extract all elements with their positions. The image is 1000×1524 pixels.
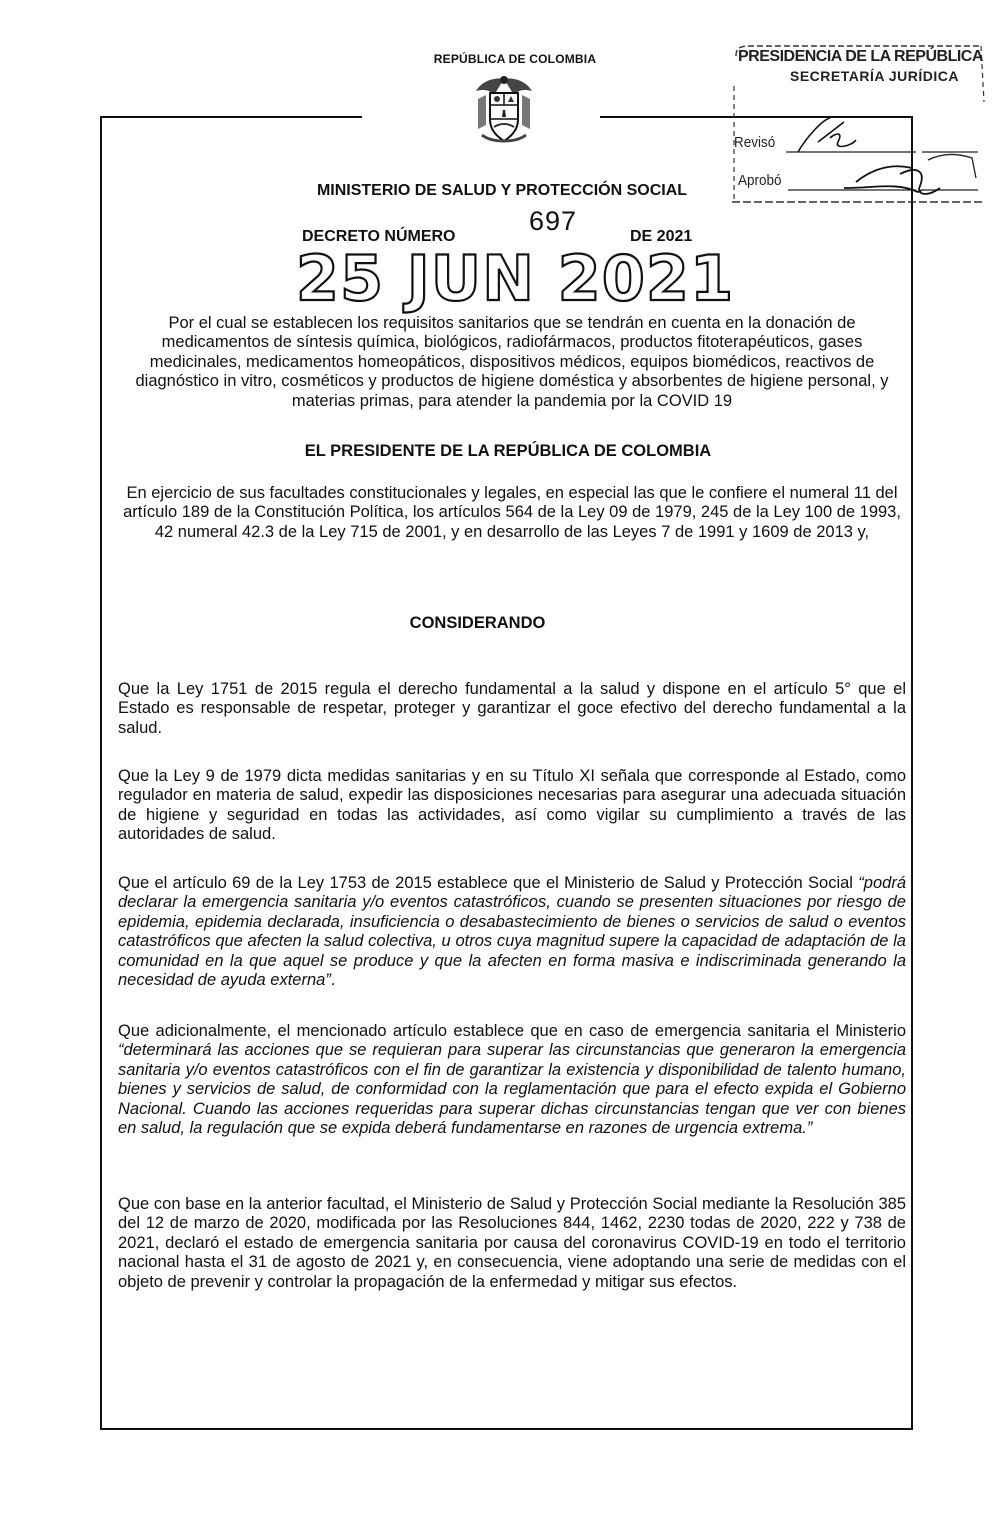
decree-epigraph: Por el cual se establecen los requisitos sanitarios que se tendrán en cuenta en la donación de medicamentos de síntesis química, biológicos, radiofármacos, productos fitoterapéuticos, gases medicinales, medicamentos homeopáticos, dispositivos médicos, equipos biomédicos, reactivos de diagnóstico in vitro, cosméticos y productos de higiene doméstica y absorbentes de higiene personal, y materias primas, para atender la pandemia por la COVID 19 xyxy=(135,314,889,410)
colombia-coat-of-arms-icon xyxy=(472,73,536,145)
country-heading: REPÚBLICA DE COLOMBIA xyxy=(433,52,597,66)
ministry-heading: MINISTERIO DE SALUD Y PROTECCIÓN SOCIAL xyxy=(316,182,688,199)
considering-paragraph-3 xyxy=(118,874,906,990)
paragraph-4-quote: “determinará las acciones que se requieran para superar las circunstancias que generaron la emergencia sanitaria y/o eventos catastróficos con el fin de garantizar la existencia y disponibilidad de talento humano, bienes y servicios de salud, de conformidad con la reglamentación que para el efecto expida el Gobierno Nacional. Cuando las acciones requeridas para superar dichas circunstancias tengan que ver con bienes en salud, la regulación que se expida deberá fundamentarse en razones de urgencia extrema.” xyxy=(118,1041,906,1138)
stamp-presidencia-text: PRESIDENCIA DE LA REPÚBLICA xyxy=(738,48,983,65)
decree-number: 697 xyxy=(529,206,578,236)
paragraph-3-quote: “podrá declarar la emergencia sanitaria y/o eventos catastróficos, cuando se presenten situaciones por riesgo de epidemia, epidemia declarada, insuficiencia o desabastecimiento de bienes o servicios de salud o eventos catastróficos que afecten la salud colectiva, u otros cuya magnitud supere la capacidad de adaptación de la comunidad en la que aquel se produce y que la afecten en forma masiva e indiscriminada generando la necesidad de ayuda externa” xyxy=(118,874,906,990)
decree-label: DECRETO NÚMERO xyxy=(302,228,456,245)
decree-date-stamp: 25 JUN 2021 xyxy=(295,242,735,315)
paragraph-3-intro: Que el artículo 69 de la Ley 1753 de 2015 establece que el Ministerio de Salud y Protección Social xyxy=(118,874,859,892)
stamp-reviso-label: Revisó xyxy=(734,134,776,151)
president-heading: EL PRESIDENTE DE LA REPÚBLICA DE COLOMBIA xyxy=(304,442,712,460)
frame-bottom-line xyxy=(100,1428,913,1430)
decree-year: DE 2021 xyxy=(630,228,693,245)
powers-paragraph: En ejercicio de sus facultades constitucionales y legales, en especial las que le confiere el numeral 11 del artículo 189 de la Constitución Política, los artículos 564 de la Ley 09 de 1979, 245 de la Ley 100 de 1993, 42 numeral 42.3 de la Ley 715 de 2001, y en desarrollo de las Leyes 7 de 1991 y 1609 de 2013 y, xyxy=(123,484,901,541)
considering-paragraph-1: Que la Ley 1751 de 2015 regula el derecho fundamental a la salud y dispone en el artículo 5° que el Estado es responsable de respetar, proteger y garantizar el goce efectivo del derecho fundamental a la salud. xyxy=(118,680,906,737)
considering-paragraph-5: Que con base en la anterior facultad, el Ministerio de Salud y Protección Social mediante la Resolución 385 del 12 de marzo de 2020, modificada por las Resoluciones 844, 1462, 2230 todas de 2020, 222 y 738 de 2021, declaró el estado de emergencia sanitaria por causa del coronavirus COVID-19 en todo el territorio nacional hasta el 31 de agosto de 2021 y, en consecuencia, viene adoptando una serie de medidas con el objeto de prevenir y controlar la propagación de la enfermedad y mitigar sus efectos. xyxy=(118,1195,906,1291)
reviso-signature xyxy=(798,118,856,152)
considering-paragraph-2: Que la Ley 9 de 1979 dicta medidas sanitarias y en su Título XI señala que corresponde al Estado, como regulador en materia de salud, expedir las disposiciones necesarias para asegurar una adecuada situación de higiene y seguridad en todas las actividades, así como vigilar su cumplimiento a través de las autoridades de salud. xyxy=(118,767,906,844)
stamp-aprobo-label: Aprobó xyxy=(738,172,782,189)
considering-paragraph-4 xyxy=(118,1022,906,1138)
considering-heading: CONSIDERANDO xyxy=(409,614,546,632)
paragraph-3-end: . xyxy=(330,971,336,990)
frame-top-left-line xyxy=(100,116,362,118)
stamp-secretaria-text: SECRETARÍA JURÍDICA xyxy=(790,68,959,84)
paragraph-4-intro: Que adicionalmente, el mencionado artículo establece que en caso de emergencia sanitaria el Ministerio xyxy=(118,1022,906,1040)
